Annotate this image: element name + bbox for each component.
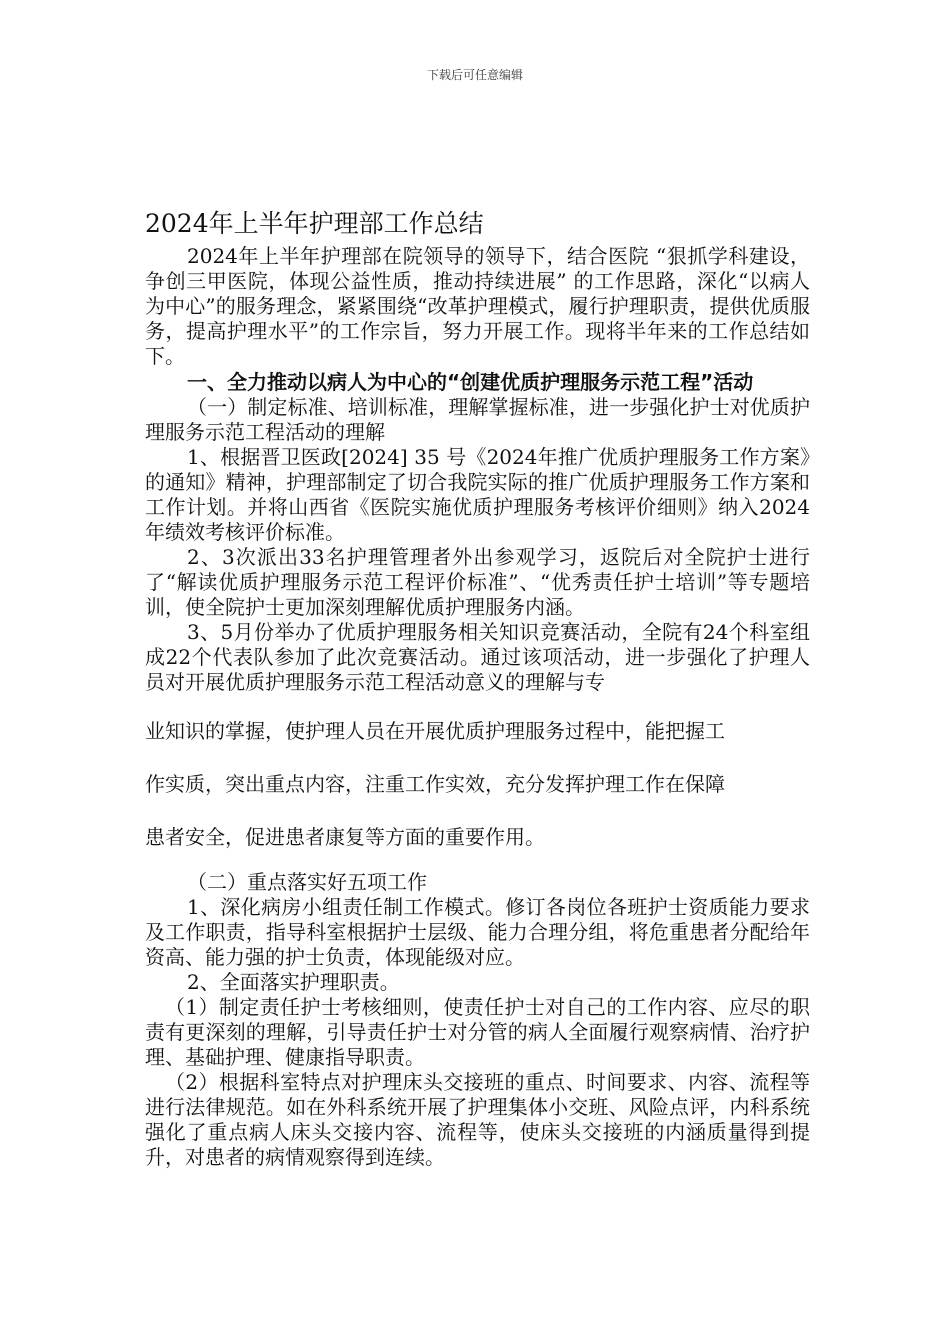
- item-3-line-2-sans-part: 在开展优质护理服务过程中，能把握工: [385, 719, 725, 743]
- paragraph-item-3-line-4: 患者安全，促进患者康复等方面的重要作用。: [145, 825, 545, 849]
- page-header-note: 下载后可任意编辑: [426, 68, 523, 82]
- document-title: 2024年上半年护理部工作总结: [145, 209, 484, 238]
- paragraph-s2-item-2-2: （2）根据科室特点对护理床头交接班的重点、时间要求、内容、流程等进行法律规范。如在外科系统开展了护理集体小交班、风险点评，内科系统强化了重点病人床头交接内容、流程等，使床头交接班的内涵质量得到提升，对患者的病情观察得到连续。: [145, 1070, 810, 1169]
- document-body: [145, 206, 810, 1170]
- subsection-2-heading: （二）重点落实好五项工作: [187, 870, 427, 894]
- paragraph-item-3-line-2: [145, 705, 810, 758]
- paragraph-item-3-line-3: 作实质，突出重点内容，注重工作实效，充分发挥护理工作在保障: [145, 772, 725, 796]
- paragraph-s2-item-2-1: （1）制定责任护士考核细则，使责任护士对自己的工作内容、应尽的职责有更深刻的理解，引导责任护士对分管的病人全面履行观察病情、治疗护理、基础护理、健康指导职责。: [145, 995, 810, 1069]
- paragraph-item-2: 2、3次派出33名护理管理者外出参观学习，返院后对全院护士进行了“解读优质护理服务示范工程评价标准”、“优秀责任护士培训”等专题培训，使全院护士更加深刻理解优质护理服务内涵。: [145, 545, 810, 619]
- paragraph-s2-item-2: 2、全面落实护理职责。: [187, 970, 400, 994]
- item-3-line-2-serif-part: 业知识的掌握，使护理人员: [145, 719, 385, 743]
- paragraph-item-1: 1、根据晋卫医政[2024] 35 号《2024年推广优质护理服务工作方案》的通知》精神，护理部制定了切合我院实际的推广优质护理服务工作方案和工作计划。并将山西省《医院实施优质护理服务考核评价细则》纳入2024年绩效考核评价标准。: [145, 445, 810, 544]
- intro-paragraph: 2024年上半年护理部在院领导的领导下，结合医院 “狠抓学科建设，争创三甲医院，体现公益性质，推动持续进展” 的工作思路，深化“以病人为中心”的服务理念，紧紧围绕“改革护理模式，履行护理职责，提供优质服务，提高护理水平”的工作宗旨，努力开展工作。现将半年来的工作总结如下。: [145, 244, 810, 368]
- subsection-1-heading: （一）制定标准、培训标准，理解掌握标准，进一步强化护士对优质护理服务示范工程活动的理解: [145, 395, 810, 444]
- paragraph-s2-item-1: 1、深化病房小组责任制工作模式。修订各岗位各班护士资质能力要求及工作职责，指导科室根据护士层级、能力合理分组，将危重患者分配给年资高、能力强的护士负责，体现能级对应。: [145, 895, 810, 969]
- section-1-heading: 一、全力推动以病人为中心的“创建优质护理服务示范工程”活动: [187, 370, 754, 394]
- paragraph-item-3: 3、5月份举办了优质护理服务相关知识竞赛活动，全院有24个科室组成22个代表队参加了此次竞赛活动。通过该项活动，进一步强化了护理人员对开展优质护理服务示范工程活动意义的理解与专: [145, 620, 810, 694]
